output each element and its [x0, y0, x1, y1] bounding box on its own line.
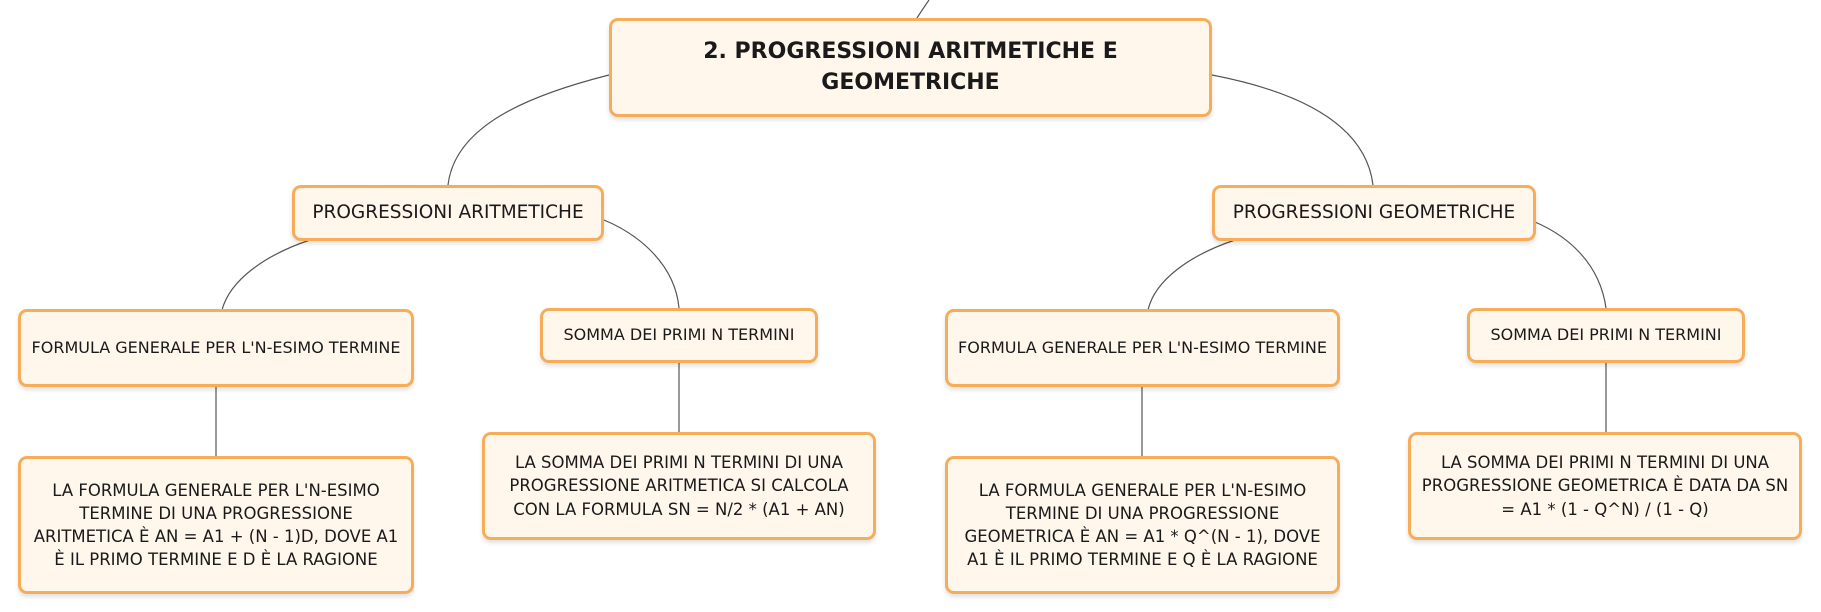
- root-node[interactable]: 2. PROGRESSIONI ARITMETICHE E GEOMETRICHE: [609, 18, 1212, 117]
- connector-root-arithmetic: [448, 75, 609, 185]
- geometric-formula-node[interactable]: FORMULA GENERALE PER L'N-ESIMO TERMINE: [945, 309, 1340, 387]
- connector-incoming-root: [917, 0, 929, 18]
- arithmetic-sum-detail-node[interactable]: LA SOMMA DEI PRIMI N TERMINI DI UNA PROGRESSIONE ARITMETICA SI CALCOLA CON LA FORMULA SN = N/2 * (A1 + AN): [482, 432, 876, 540]
- arithmetic-sum-node[interactable]: SOMMA DEI PRIMI N TERMINI: [540, 308, 818, 363]
- branch-node-arithmetic[interactable]: PROGRESSIONI ARITMETICHE: [292, 185, 604, 241]
- arithmetic-formula-detail-node[interactable]: LA FORMULA GENERALE PER L'N-ESIMO TERMINE DI UNA PROGRESSIONE ARITMETICA È AN = A1 + (N - 1)D, DOVE A1 È IL PRIMO TERMINE E D È LA RAGIONE: [18, 456, 414, 594]
- geometric-formula-detail-node[interactable]: LA FORMULA GENERALE PER L'N-ESIMO TERMINE DI UNA PROGRESSIONE GEOMETRICA È AN = A1 * Q^(N - 1), DOVE A1 È IL PRIMO TERMINE E Q È LA RAGIONE: [945, 456, 1340, 594]
- geometric-sum-node[interactable]: SOMMA DEI PRIMI N TERMINI: [1467, 308, 1745, 363]
- arithmetic-formula-node[interactable]: FORMULA GENERALE PER L'N-ESIMO TERMINE: [18, 309, 414, 387]
- connector-arithmetic-formula: [222, 240, 310, 310]
- connector-geometric-sum: [1535, 222, 1606, 308]
- connector-arithmetic-sum: [604, 220, 679, 308]
- geometric-sum-detail-node[interactable]: LA SOMMA DEI PRIMI N TERMINI DI UNA PROGRESSIONE GEOMETRICA È DATA DA SN = A1 * (1 - Q^N) / (1 - Q): [1408, 432, 1802, 540]
- connector-root-geometric: [1212, 75, 1373, 185]
- connector-geometric-formula: [1148, 240, 1235, 310]
- branch-node-geometric[interactable]: PROGRESSIONI GEOMETRICHE: [1212, 185, 1536, 241]
